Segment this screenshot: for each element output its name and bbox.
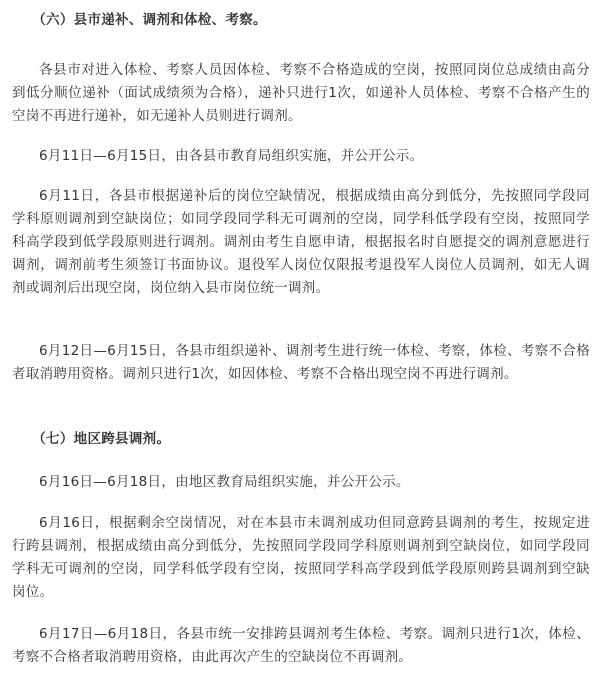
section-seven-paragraph-1: 6月16日—6月18日，由地区教育局组织实施，并公开公示。	[39, 474, 410, 490]
section-six-paragraph-4: 6月12日—6月15日，各县市组织递补、调剂考生进行统一体检、考察，体检、考察不合格者取消聘用资格。调剂只进行1次，如因体检、考察不合格出现空岗不再进行调剂。	[12, 343, 590, 382]
section-seven-paragraph-2: 6月16日，根据剩余空岗情况，对在本县市未调剂成功但同意跨县调剂的考生，按规定进行跨县调剂，根据成绩由高分到低分，先按照同学段同学科原则调剂到空缺岗位，如同学段同学科无可调剂的空岗，同学科低学段有空岗，按照同学科高学段到低学段原则跨县调剂到空缺岗位。	[12, 515, 590, 600]
section-six-paragraph-3: 6月11日，各县市根据递补后的岗位空缺情况，根据成绩由高分到低分，先按照同学段同学科原则调剂到空缺岗位；如同学段同学科无可调剂的空岗，同学科低学段有空岗，按照同学科高学段到低学段原则进行调剂。调剂由考生自愿申请，根据报名时自愿提交的调剂意愿进行调剂，调剂前考生须签订书面协议。退役军人岗位仅限报考退役军人岗位人员调剂，如无人调剂或调剂后出现空岗，岗位纳入县市岗位统一调剂。	[12, 188, 590, 296]
section-six-paragraph-2: 6月11日—6月15日，由各县市教育局组织实施，并公开公示。	[39, 148, 424, 164]
section-six-paragraph-1: 各县市对进入体检、考察人员因体检、考察不合格造成的空岗，按照同岗位总成绩由高分到低分顺位递补（面试成绩须为合格），递补只进行1次，如递补人员体检、考察不合格产生的空岗不再进行递补，如无递补人员则进行调剂。	[12, 62, 590, 124]
section-six-heading: （六）县市递补、调剂和体检、考察。	[32, 12, 267, 28]
section-seven-paragraph-3: 6月17日—6月18日，各县市统一安排跨县调剂考生体检、考察。调剂只进行1次，体检、考察不合格者取消聘用资格，由此再次产生的空缺岗位不再调剂。	[12, 626, 590, 665]
section-seven-heading: （七）地区跨县调剂。	[32, 431, 171, 447]
